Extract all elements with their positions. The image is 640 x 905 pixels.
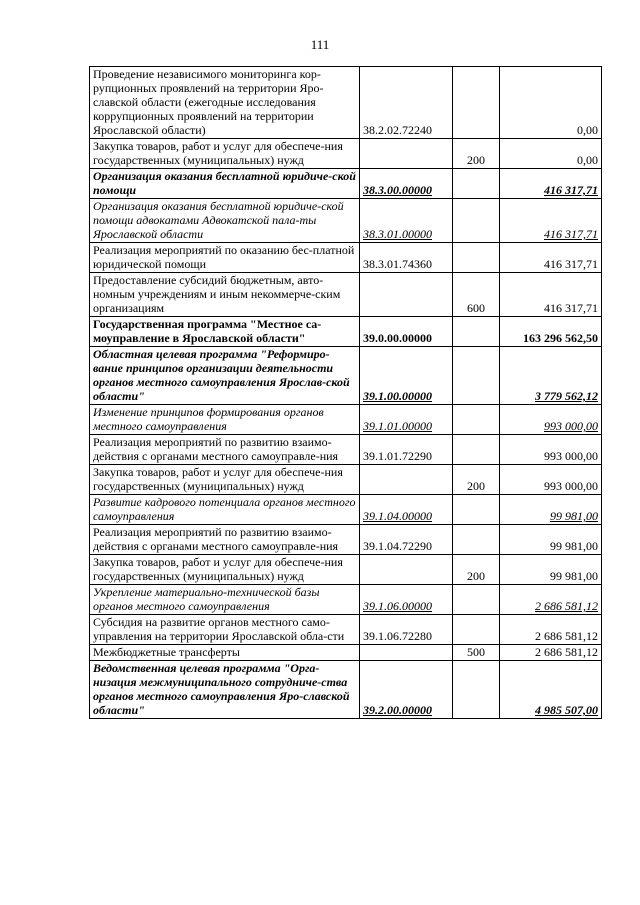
row-name-cell: Развитие кадрового потенциала органов местного самоуправления bbox=[90, 495, 360, 525]
row-type-cell bbox=[453, 525, 500, 555]
row-type-cell: 200 bbox=[453, 139, 500, 169]
row-code-cell: 39.1.01.72290 bbox=[360, 435, 453, 465]
row-sum-cell: 2 686 581,12 bbox=[500, 585, 602, 615]
row-sum-cell: 2 686 581,12 bbox=[500, 615, 602, 645]
row-code-cell: 38.2.02.72240 bbox=[360, 67, 453, 139]
table-row bbox=[90, 67, 602, 139]
row-code-cell: 39.1.00.00000 bbox=[360, 347, 453, 405]
row-code-cell: 38.3.01.00000 bbox=[360, 199, 453, 243]
row-code-cell: 38.3.01.74360 bbox=[360, 243, 453, 273]
row-code-cell: 39.1.06.00000 bbox=[360, 585, 453, 615]
row-code-cell: 38.3.00.00000 bbox=[360, 169, 453, 199]
row-type-cell: 500 bbox=[453, 645, 500, 661]
row-name-cell: Укрепление материально-технической базы органов местного самоуправления bbox=[90, 585, 360, 615]
row-sum-cell: 2 686 581,12 bbox=[500, 645, 602, 661]
row-type-cell: 200 bbox=[453, 465, 500, 495]
row-type-cell bbox=[453, 199, 500, 243]
row-code-cell bbox=[360, 139, 453, 169]
row-name-cell: Закупка товаров, работ и услуг для обеспече-ния государственных (муниципальных) нужд bbox=[90, 555, 360, 585]
row-name-cell: Субсидия на развитие органов местного само-управления на территории Ярославской обла-сти bbox=[90, 615, 360, 645]
row-type-cell bbox=[453, 67, 500, 139]
row-name-cell: Государственная программа "Местное са-моуправление в Ярославской области" bbox=[90, 317, 360, 347]
row-type-cell bbox=[453, 405, 500, 435]
row-type-cell bbox=[453, 243, 500, 273]
row-type-cell bbox=[453, 435, 500, 465]
row-type-cell bbox=[453, 317, 500, 347]
table-row bbox=[90, 169, 602, 199]
table-row bbox=[90, 555, 602, 585]
table-row bbox=[90, 495, 602, 525]
table-row bbox=[90, 243, 602, 273]
row-type-cell bbox=[453, 661, 500, 719]
row-code-cell bbox=[360, 555, 453, 585]
row-type-cell bbox=[453, 585, 500, 615]
table-row bbox=[90, 435, 602, 465]
row-sum-cell: 993 000,00 bbox=[500, 435, 602, 465]
row-sum-cell: 416 317,71 bbox=[500, 243, 602, 273]
row-sum-cell: 993 000,00 bbox=[500, 465, 602, 495]
row-code-cell: 39.2.00.00000 bbox=[360, 661, 453, 719]
row-sum-cell: 3 779 562,12 bbox=[500, 347, 602, 405]
row-name-cell: Ведомственная целевая программа "Орга-низация межмуниципального сотрудниче-ства органов местного самоуправления Яро-славской области" bbox=[90, 661, 360, 719]
table-row bbox=[90, 273, 602, 317]
row-code-cell bbox=[360, 273, 453, 317]
row-code-cell: 39.1.04.72290 bbox=[360, 525, 453, 555]
row-name-cell: Проведение независимого мониторинга кор-рупционных проявлений на территории Яро-славской области (ежегодные исследования коррупционных проявлений на территории Ярославской области) bbox=[90, 67, 360, 139]
page-number: 111 bbox=[310, 37, 330, 52]
row-type-cell bbox=[453, 347, 500, 405]
row-sum-cell: 416 317,71 bbox=[500, 199, 602, 243]
table-row bbox=[90, 585, 602, 615]
table-row bbox=[90, 405, 602, 435]
row-name-cell: Областная целевая программа "Реформиро-вание принципов организации деятельности органов местного самоуправления Ярослав-ской области" bbox=[90, 347, 360, 405]
row-sum-cell: 4 985 507,00 bbox=[500, 661, 602, 719]
row-code-cell: 39.1.01.00000 bbox=[360, 405, 453, 435]
row-code-cell: 39.1.06.72280 bbox=[360, 615, 453, 645]
row-sum-cell: 163 296 562,50 bbox=[500, 317, 602, 347]
row-name-cell: Реализация мероприятий по развитию взаимо-действия с органами местного самоуправле-ния bbox=[90, 435, 360, 465]
row-sum-cell: 416 317,71 bbox=[500, 169, 602, 199]
row-code-cell: 39.0.00.00000 bbox=[360, 317, 453, 347]
table-row bbox=[90, 347, 602, 405]
table-row bbox=[90, 199, 602, 243]
row-name-cell: Предоставление субсидий бюджетным, авто-номным учреждениям и иным некоммерче-ским организациям bbox=[90, 273, 360, 317]
row-name-cell: Реализация мероприятий по развитию взаимо-действия с органами местного самоуправле-ния bbox=[90, 525, 360, 555]
row-sum-cell: 993 000,00 bbox=[500, 405, 602, 435]
row-sum-cell: 0,00 bbox=[500, 67, 602, 139]
table-row bbox=[90, 615, 602, 645]
row-sum-cell: 99 981,00 bbox=[500, 525, 602, 555]
row-name-cell: Организация оказания бесплатной юридиче-ской помощи bbox=[90, 169, 360, 199]
row-name-cell: Закупка товаров, работ и услуг для обеспече-ния государственных (муниципальных) нужд bbox=[90, 139, 360, 169]
table-row bbox=[90, 317, 602, 347]
budget-table-body bbox=[90, 67, 602, 719]
row-sum-cell: 0,00 bbox=[500, 139, 602, 169]
budget-table bbox=[89, 66, 602, 719]
row-type-cell: 600 bbox=[453, 273, 500, 317]
row-type-cell: 200 bbox=[453, 555, 500, 585]
row-sum-cell: 99 981,00 bbox=[500, 555, 602, 585]
row-code-cell: 39.1.04.00000 bbox=[360, 495, 453, 525]
row-sum-cell: 416 317,71 bbox=[500, 273, 602, 317]
row-name-cell: Организация оказания бесплатной юридиче-ской помощи адвокатами Адвокатской пала-ты Ярославской области bbox=[90, 199, 360, 243]
row-type-cell bbox=[453, 169, 500, 199]
row-name-cell: Закупка товаров, работ и услуг для обеспече-ния государственных (муниципальных) нужд bbox=[90, 465, 360, 495]
row-type-cell bbox=[453, 495, 500, 525]
row-code-cell bbox=[360, 465, 453, 495]
table-row bbox=[90, 139, 602, 169]
table-row bbox=[90, 661, 602, 719]
row-type-cell bbox=[453, 615, 500, 645]
row-name-cell: Межбюджетные трансферты bbox=[90, 645, 360, 661]
row-name-cell: Изменение принципов формирования органов местного самоуправления bbox=[90, 405, 360, 435]
row-sum-cell: 99 981,00 bbox=[500, 495, 602, 525]
table-row bbox=[90, 525, 602, 555]
row-name-cell: Реализация мероприятий по оказанию бес-платной юридической помощи bbox=[90, 243, 360, 273]
table-row bbox=[90, 645, 602, 661]
row-code-cell bbox=[360, 645, 453, 661]
table-row bbox=[90, 465, 602, 495]
